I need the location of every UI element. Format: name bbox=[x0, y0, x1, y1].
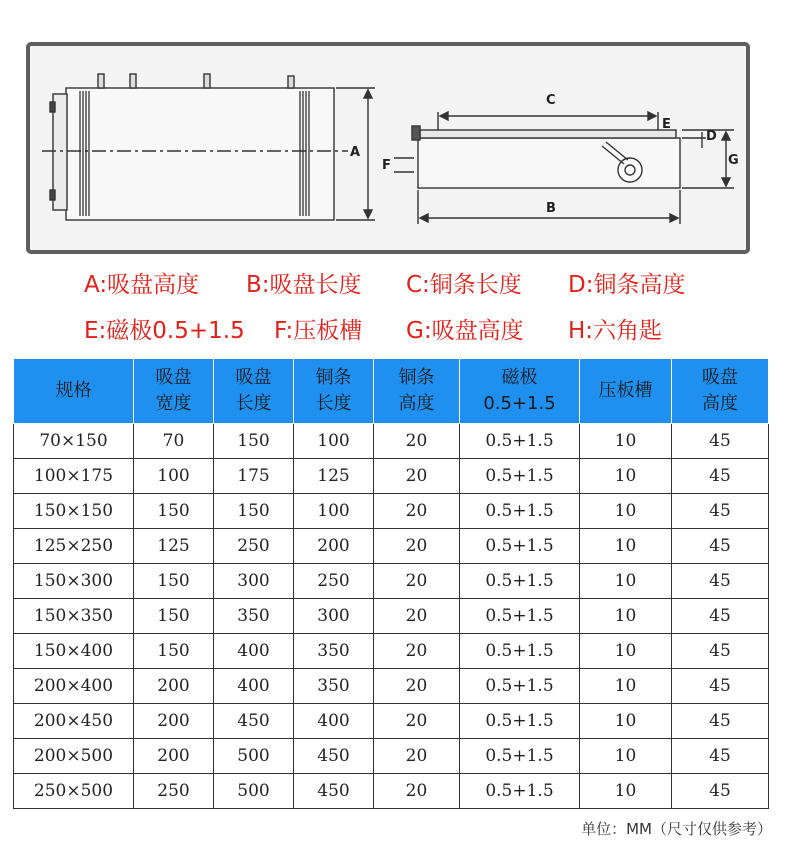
cell-spec: 150×400 bbox=[14, 634, 134, 669]
label-g: G bbox=[728, 153, 739, 168]
cell-pole-pitch: 0.5+1.5 bbox=[460, 669, 580, 704]
table-row bbox=[14, 739, 769, 774]
label-b: B bbox=[546, 201, 556, 216]
legend-item-g: G:吸盘高度 bbox=[406, 318, 524, 344]
cell-pole-pitch: 0.5+1.5 bbox=[460, 599, 580, 634]
cell-chuck-width: 125 bbox=[134, 529, 214, 564]
cell-spec: 200×400 bbox=[14, 669, 134, 704]
cell-copper-length: 200 bbox=[294, 529, 374, 564]
cell-copper-height: 20 bbox=[374, 704, 460, 739]
cell-chuck-height: 45 bbox=[672, 424, 769, 459]
table-row bbox=[14, 459, 769, 494]
legend-item-h: H:六角匙 bbox=[568, 318, 663, 344]
label-f: F bbox=[382, 158, 391, 173]
cell-chuck-height: 45 bbox=[672, 774, 769, 809]
cell-pole-pitch: 0.5+1.5 bbox=[460, 494, 580, 529]
cell-spec: 150×300 bbox=[14, 564, 134, 599]
cell-clamp-slot: 10 bbox=[580, 494, 672, 529]
cell-spec: 150×150 bbox=[14, 494, 134, 529]
table-row bbox=[14, 669, 769, 704]
header-chuck-length: 吸盘 长度 bbox=[214, 359, 294, 424]
cell-chuck-height: 45 bbox=[672, 494, 769, 529]
legend-row-1 bbox=[0, 266, 790, 302]
cell-spec: 70×150 bbox=[14, 424, 134, 459]
cell-chuck-width: 200 bbox=[134, 669, 214, 704]
cell-clamp-slot: 10 bbox=[580, 424, 672, 459]
legend-row-2 bbox=[0, 312, 790, 348]
cell-chuck-length: 250 bbox=[214, 529, 294, 564]
header-copper-height: 铜条 高度 bbox=[374, 359, 460, 424]
legend-item-b: B:吸盘长度 bbox=[246, 272, 362, 298]
cell-spec: 200×450 bbox=[14, 704, 134, 739]
cell-chuck-width: 70 bbox=[134, 424, 214, 459]
spec-table bbox=[13, 358, 769, 809]
cell-spec: 125×250 bbox=[14, 529, 134, 564]
header-spec: 规格 bbox=[14, 359, 134, 424]
cell-copper-length: 450 bbox=[294, 774, 374, 809]
legend-item-c: C:铜条长度 bbox=[406, 272, 522, 298]
cell-pole-pitch: 0.5+1.5 bbox=[460, 424, 580, 459]
cell-copper-height: 20 bbox=[374, 669, 460, 704]
header-copper-length: 铜条 长度 bbox=[294, 359, 374, 424]
spec-table-header bbox=[14, 359, 769, 424]
table-row bbox=[14, 599, 769, 634]
table-row bbox=[14, 529, 769, 564]
cell-pole-pitch: 0.5+1.5 bbox=[460, 459, 580, 494]
table-row bbox=[14, 704, 769, 739]
table-row bbox=[14, 494, 769, 529]
header-pole-pitch: 磁极 0.5+1.5 bbox=[460, 359, 580, 424]
header-row bbox=[14, 359, 769, 424]
cell-clamp-slot: 10 bbox=[580, 669, 672, 704]
cell-chuck-length: 300 bbox=[214, 564, 294, 599]
cell-chuck-length: 150 bbox=[214, 424, 294, 459]
cell-clamp-slot: 10 bbox=[580, 599, 672, 634]
cell-chuck-height: 45 bbox=[672, 634, 769, 669]
cell-chuck-height: 45 bbox=[672, 459, 769, 494]
cell-copper-height: 20 bbox=[374, 599, 460, 634]
cell-chuck-width: 100 bbox=[134, 459, 214, 494]
cell-copper-height: 20 bbox=[374, 739, 460, 774]
cell-chuck-length: 150 bbox=[214, 494, 294, 529]
cell-copper-length: 250 bbox=[294, 564, 374, 599]
cell-chuck-width: 150 bbox=[134, 634, 214, 669]
cell-chuck-length: 500 bbox=[214, 739, 294, 774]
cell-chuck-width: 150 bbox=[134, 564, 214, 599]
cell-copper-height: 20 bbox=[374, 634, 460, 669]
cell-chuck-height: 45 bbox=[672, 529, 769, 564]
cell-spec: 150×350 bbox=[14, 599, 134, 634]
cell-chuck-height: 45 bbox=[672, 704, 769, 739]
header-chuck-width: 吸盘 宽度 bbox=[134, 359, 214, 424]
label-a: A bbox=[350, 145, 361, 160]
cell-chuck-height: 45 bbox=[672, 739, 769, 774]
cell-chuck-length: 450 bbox=[214, 704, 294, 739]
cell-spec: 100×175 bbox=[14, 459, 134, 494]
cell-chuck-height: 45 bbox=[672, 564, 769, 599]
cell-clamp-slot: 10 bbox=[580, 564, 672, 599]
cell-copper-height: 20 bbox=[374, 564, 460, 599]
table-row bbox=[14, 774, 769, 809]
cell-spec: 200×500 bbox=[14, 739, 134, 774]
cell-clamp-slot: 10 bbox=[580, 774, 672, 809]
cell-copper-length: 125 bbox=[294, 459, 374, 494]
cell-chuck-width: 150 bbox=[134, 494, 214, 529]
cell-copper-height: 20 bbox=[374, 529, 460, 564]
cell-pole-pitch: 0.5+1.5 bbox=[460, 774, 580, 809]
cell-chuck-height: 45 bbox=[672, 599, 769, 634]
cell-chuck-length: 500 bbox=[214, 774, 294, 809]
table-row bbox=[14, 424, 769, 459]
cell-copper-length: 350 bbox=[294, 634, 374, 669]
cell-clamp-slot: 10 bbox=[580, 739, 672, 774]
cell-chuck-length: 400 bbox=[214, 669, 294, 704]
unit-note: 单位：MM（尺寸仅供参考） bbox=[581, 820, 772, 838]
cell-pole-pitch: 0.5+1.5 bbox=[460, 529, 580, 564]
cell-pole-pitch: 0.5+1.5 bbox=[460, 564, 580, 599]
label-d: D bbox=[706, 129, 717, 144]
legend-item-d: D:铜条高度 bbox=[568, 272, 686, 298]
cell-copper-length: 100 bbox=[294, 424, 374, 459]
cell-chuck-height: 45 bbox=[672, 669, 769, 704]
spec-table-body bbox=[14, 424, 769, 809]
cell-pole-pitch: 0.5+1.5 bbox=[460, 704, 580, 739]
cell-copper-length: 300 bbox=[294, 599, 374, 634]
cell-clamp-slot: 10 bbox=[580, 459, 672, 494]
legend-item-e: E:磁极0.5+1.5 bbox=[84, 318, 245, 344]
table-row bbox=[14, 634, 769, 669]
cell-chuck-length: 400 bbox=[214, 634, 294, 669]
cell-copper-height: 20 bbox=[374, 424, 460, 459]
cell-copper-length: 350 bbox=[294, 669, 374, 704]
label-e: E bbox=[662, 117, 671, 132]
cell-chuck-width: 150 bbox=[134, 599, 214, 634]
cell-chuck-length: 175 bbox=[214, 459, 294, 494]
cell-spec: 250×500 bbox=[14, 774, 134, 809]
header-clamp-slot: 压板槽 bbox=[580, 359, 672, 424]
cell-clamp-slot: 10 bbox=[580, 704, 672, 739]
cell-clamp-slot: 10 bbox=[580, 634, 672, 669]
cell-chuck-width: 200 bbox=[134, 704, 214, 739]
cell-chuck-width: 250 bbox=[134, 774, 214, 809]
cell-copper-height: 20 bbox=[374, 774, 460, 809]
dimension-diagram bbox=[26, 42, 750, 254]
label-c: C bbox=[546, 93, 556, 108]
cell-copper-height: 20 bbox=[374, 494, 460, 529]
cell-chuck-width: 200 bbox=[134, 739, 214, 774]
magnetic-chuck-drawing bbox=[30, 46, 746, 250]
header-chuck-height: 吸盘 高度 bbox=[672, 359, 769, 424]
cell-clamp-slot: 10 bbox=[580, 529, 672, 564]
cell-copper-length: 400 bbox=[294, 704, 374, 739]
cell-chuck-length: 350 bbox=[214, 599, 294, 634]
cell-pole-pitch: 0.5+1.5 bbox=[460, 634, 580, 669]
table-row bbox=[14, 564, 769, 599]
cell-copper-length: 450 bbox=[294, 739, 374, 774]
cell-copper-length: 100 bbox=[294, 494, 374, 529]
legend-item-f: F:压板槽 bbox=[274, 318, 363, 344]
top-view bbox=[42, 74, 375, 220]
side-view bbox=[394, 112, 734, 224]
cell-pole-pitch: 0.5+1.5 bbox=[460, 739, 580, 774]
legend-item-a: A:吸盘高度 bbox=[84, 272, 200, 298]
cell-copper-height: 20 bbox=[374, 459, 460, 494]
